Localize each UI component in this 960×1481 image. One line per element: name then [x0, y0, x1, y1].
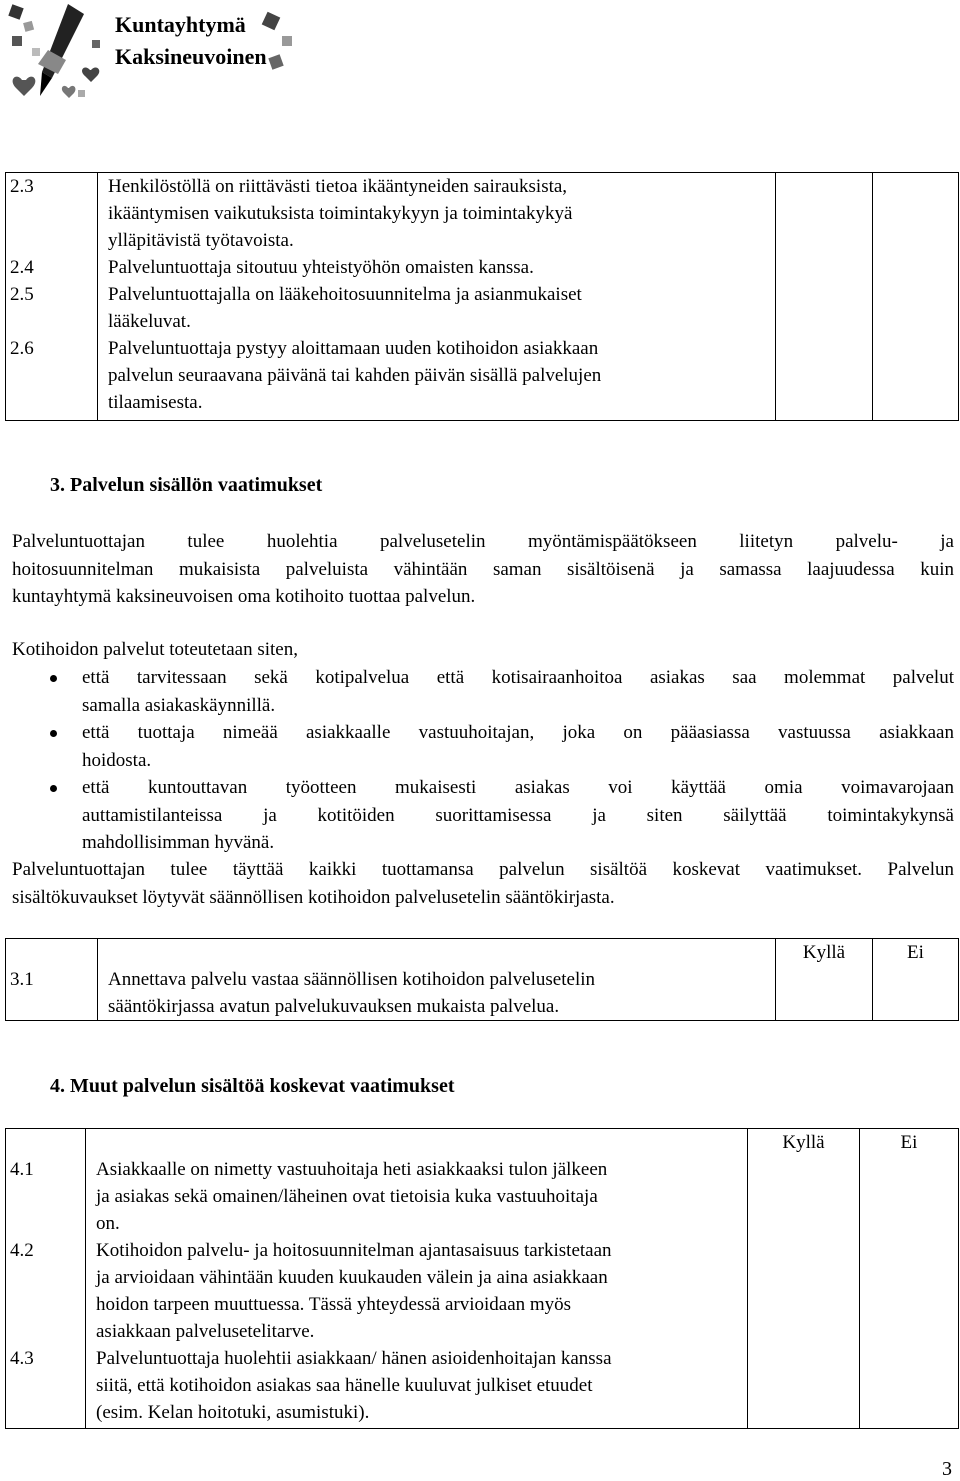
- bullet-icon: [50, 785, 57, 792]
- bullet-icon: [50, 675, 57, 682]
- spacer: [6, 1264, 85, 1345]
- spacer: [6, 1183, 85, 1237]
- logo-decoration: [282, 36, 292, 46]
- criterion-number: 2.4: [10, 257, 34, 278]
- criterion-line: ikääntymisen vaikutuksista toimintakykyyn ja toimintakykyä: [108, 203, 573, 224]
- criterion-line: Palveluntuottaja pystyy aloittamaan uuden kotihoidon asiakkaan: [108, 338, 599, 359]
- spacer: [6, 939, 97, 966]
- bullet-intro: Kotihoidon palvelut toteutetaan siten,: [12, 639, 298, 660]
- spacer: [6, 308, 97, 335]
- logo-decoration: [262, 12, 281, 31]
- criterion-line: siitä, että kotihoidon asiakas saa hänelle kuuluvat julkiset etuudet: [96, 1375, 593, 1396]
- yes-checkbox-cell[interactable]: [748, 1129, 860, 1429]
- section-3-closing-paragraph: [12, 856, 954, 911]
- section-3-heading: 3. Palvelun sisällön vaatimukset: [50, 474, 323, 496]
- list-item-line: että tuottaja nimeää asiakkaalle vastuuhoitajan, joka on pääasiassa vastuussa asiakkaan: [82, 722, 954, 743]
- criteria-number-cell: [6, 1129, 86, 1429]
- criterion-number: 2.6: [10, 338, 34, 359]
- list-item-line: että kuntouttavan työotteen mukaisesti asiakas voi käyttää omia voimavarojaan: [82, 777, 954, 798]
- yes-column-header: Kyllä: [782, 1132, 825, 1153]
- spacer: [98, 939, 775, 966]
- spacer: [6, 1129, 85, 1156]
- spacer: [6, 1372, 85, 1428]
- requirements-bullet-list: [12, 664, 954, 857]
- criteria-text-cell: [98, 939, 776, 1021]
- page-number: 3: [942, 1458, 952, 1480]
- section-3-paragraph: [12, 528, 954, 611]
- list-item-line: samalla asiakaskäynnillä.: [82, 694, 276, 716]
- criterion-line: tilaamisesta.: [108, 392, 203, 413]
- list-item-line: auttamistilanteissa ja kotitöiden suorittamisessa ja siten säilyttää toimintakykynsä: [82, 804, 954, 826]
- logo-line-1: Kuntayhtymä: [115, 12, 246, 37]
- criteria-number-cell: [6, 939, 98, 1021]
- paragraph-line: kuntayhtymä kaksineuvoisen oma kotihoito tuottaa palvelun.: [12, 586, 476, 607]
- criteria-table-2: [5, 172, 959, 421]
- bullet-icon: [50, 730, 57, 737]
- list-item-line: hoidosta.: [82, 749, 152, 771]
- criterion-line: ja asiakas sekä omainen/läheinen ovat tietoisia kuka vastuuhoitaja: [96, 1186, 598, 1207]
- criterion-number: 2.3: [10, 176, 34, 197]
- organization-logo: [8, 0, 308, 105]
- paragraph-line: hoitosuunnitelman mukaisista palveluista vähintään saman sisältöisenä ja samassa laajuudessa kuin: [12, 558, 954, 580]
- ink-pen-hearts-logo-icon: [8, 0, 108, 105]
- list-item-line: mahdollisimman hyvänä.: [82, 832, 275, 853]
- list-item: [12, 664, 954, 719]
- no-checkbox-cell[interactable]: [860, 1129, 959, 1429]
- criterion-line: Henkilöstöllä on riittävästi tietoa ikääntyneiden sairauksista,: [108, 176, 568, 197]
- logo-decoration: [268, 54, 283, 69]
- criteria-table-3: [5, 938, 959, 1021]
- criteria-number-cell: [6, 173, 98, 421]
- criterion-line: lääkeluvat.: [108, 311, 191, 332]
- list-item-line: että tarvitessaan sekä kotipalvelua että kotisairaanhoitoa asiakas saa molemmat palvelut: [82, 667, 954, 688]
- yes-column-header: Kyllä: [802, 942, 846, 963]
- criterion-line: (esim. Kelan hoitotuki, asumistuki).: [96, 1402, 370, 1423]
- criterion-line: ja arvioidaan vähintään kuuden kuukauden välein ja aina asiakkaan: [96, 1267, 608, 1288]
- spacer: [6, 993, 97, 1020]
- paragraph-line: sisältökuvaukset löytyvät säännöllisen kotihoidon palvelusetelin sääntökirjasta.: [12, 886, 615, 908]
- criterion-line: sääntökirjassa avatun palvelukuvauksen mukaista palvelua.: [108, 996, 560, 1017]
- criteria-text-cell: [86, 1129, 748, 1429]
- section-4-heading: 4. Muut palvelun sisältöä koskevat vaatimukset: [50, 1075, 455, 1097]
- criterion-line: palvelun seuraavana päivänä tai kahden päivän sisällä palvelujen: [108, 365, 602, 386]
- criterion-line: hoidon tarpeen muuttuessa. Tässä yhteydessä arvioidaan myös: [96, 1294, 572, 1315]
- paragraph-line: Palveluntuottajan tulee huolehtia palvelusetelin myöntämispäätökseen liitetyn palvelu- ja: [12, 531, 954, 552]
- criterion-number: 2.5: [10, 284, 34, 305]
- criterion-line: Kotihoidon palvelu- ja hoitosuunnitelman ajantasaisuus tarkistetaan: [96, 1240, 612, 1261]
- yes-checkbox-cell[interactable]: [776, 173, 873, 421]
- list-item: [12, 719, 954, 774]
- criterion-line: Annettava palvelu vastaa säännöllisen kotihoidon palvelusetelin: [108, 969, 596, 990]
- criterion-number: 4.3: [10, 1348, 34, 1369]
- criteria-text-cell: [98, 173, 776, 421]
- list-item: [12, 774, 954, 857]
- logo-line-2: Kaksineuvoinen: [115, 44, 267, 69]
- criterion-number: 3.1: [10, 969, 34, 990]
- criterion-line: ylläpitävistä työtavoista.: [108, 230, 294, 251]
- criterion-line: Palveluntuottajalla on lääkehoitosuunnitelma ja asianmukaiset: [108, 284, 582, 305]
- paragraph-line: Palveluntuottajan tulee täyttää kaikki tuottamansa palvelun sisältöä koskevat vaatimukset. Palvelun: [12, 859, 954, 880]
- criterion-line: on.: [96, 1213, 120, 1234]
- spacer: [86, 1129, 747, 1156]
- no-column-header: Ei: [900, 1132, 918, 1153]
- criterion-line: Palveluntuottaja huolehtii asiakkaan/ hänen asioidenhoitajan kanssa: [96, 1348, 612, 1369]
- criterion-line: Asiakkaalle on nimetty vastuuhoitaja heti asiakkaaksi tulon jälkeen: [96, 1159, 608, 1180]
- spacer: [6, 200, 97, 254]
- yes-checkbox-cell[interactable]: [776, 939, 873, 1021]
- criterion-line: asiakkaan palvelusetelitarve.: [96, 1321, 315, 1342]
- no-checkbox-cell[interactable]: [873, 173, 959, 421]
- no-checkbox-cell[interactable]: [873, 939, 959, 1021]
- criteria-table-4: [5, 1128, 959, 1429]
- criterion-number: 4.1: [10, 1159, 34, 1180]
- criterion-number: 4.2: [10, 1240, 34, 1261]
- no-column-header: Ei: [907, 942, 924, 963]
- spacer: [6, 362, 97, 420]
- criterion-line: Palveluntuottaja sitoutuu yhteistyöhön omaisten kanssa.: [108, 257, 534, 278]
